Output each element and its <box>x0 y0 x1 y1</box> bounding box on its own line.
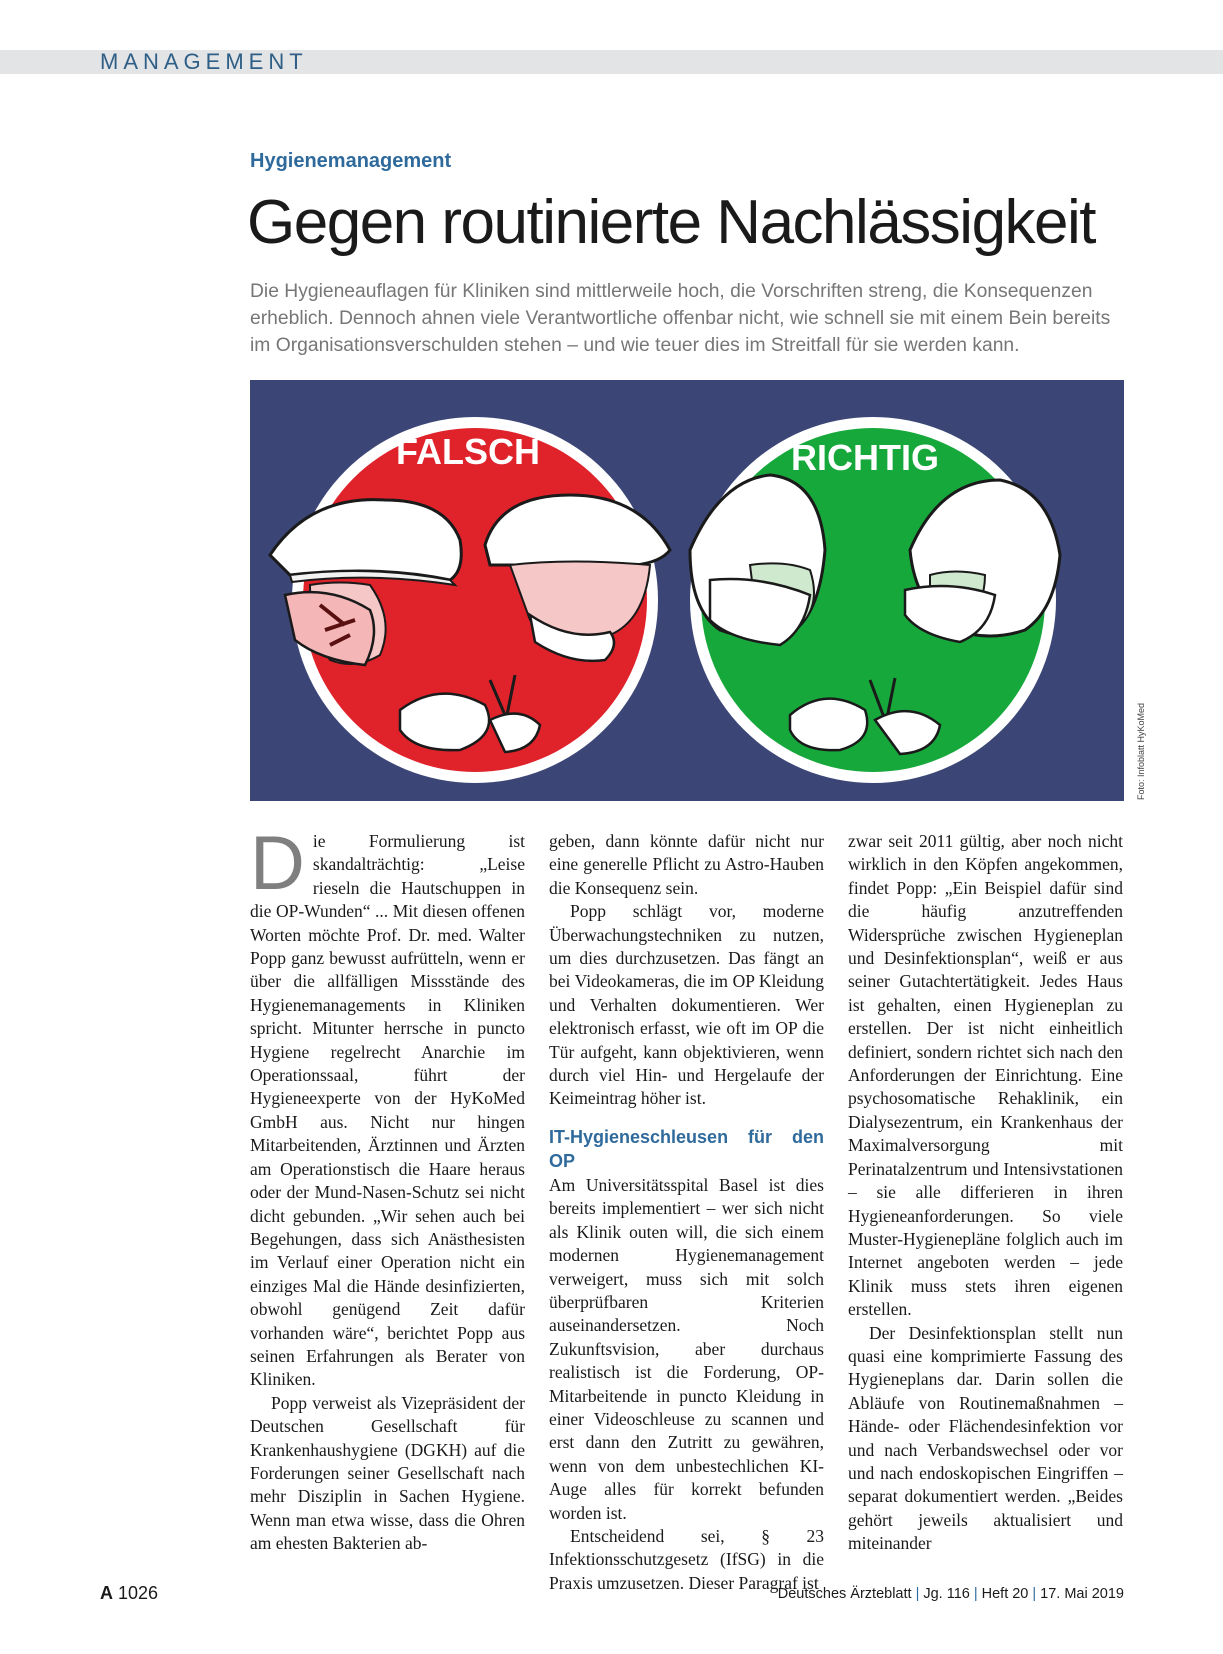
journal-volume: Jg. 116 <box>923 1586 970 1602</box>
journal-issue: Heft 20 <box>981 1586 1029 1602</box>
paragraph: Der Desinfektionsplan stellt nun quasi eine komprimierte Fassung des Hygieneplans dar. Darin sollen die Abläufe von Routinemaßnahmen – Hände- oder Flächendesinfektion vor und nach Verbandswechsel oder vor und nach endoskopischen Eingriffen – separat dokumentiert werden. „Beides gehört jeweils aktualisiert und miteinander <box>848 1322 1123 1554</box>
article-headline: Gegen routinierte Nachlässigkeit <box>247 188 1096 257</box>
body-column-3 <box>848 830 1123 1556</box>
photo-credit: Foto: Infoblatt HyKoMed <box>1136 702 1146 800</box>
paragraph: zwar seit 2011 gültig, aber noch nicht wirklich in den Köpfen angekommen, findet Popp: „Ein Beispiel dafür sind die häufig anzutreffenden Widersprüche zwischen Hygieneplan und Desinfektionsplan“, weiß er aus seiner Gutachtertätigkeit. Jedes Haus ist gehalten, einen Hygieneplan zu erstellen. Der ist nicht einheitlich definiert, sondern richtet sich nach den Anforderungen der Einrichtung. Eine psychosomatische Rehaklinik, ein Dialysezentrum, ein Krankenhaus der Maximalversorgung mit Perinatalzentrum und Intensivstationen – sie alle differieren in ihren Hygieneanforderungen. So viele Muster-Hygienepläne folglich auch im Internet angeboten werden – jede Klinik muss stets ihren eigenen erstellen. <box>848 831 1123 1320</box>
paragraph: Am Universitätsspital Basel ist dies bereits implementiert – wer sich nicht als Klinik outen will, die sich einem modernen Hygienemanagement verweigert, muss sich mit solch überprüfbaren Kriterien auseinandersetzen. Noch Zukunftsvision, aber durchaus realistisch ist die Forderung, OP-Mitarbeitende in puncto Kleidung in einer Videoschleuse zu scannen und erst dann den Zutritt zu gewähren, wenn von dem unbestechlichen KI-Auge alles für korrekt befunden worden ist. <box>549 1174 824 1523</box>
subheading: IT-Hygieneschleusen für den OP <box>549 1126 824 1171</box>
body-column-1 <box>250 821 525 1556</box>
article-lead: Die Hygieneauflagen für Kliniken sind mittlerweile hoch, die Vorschriften streng, die Konsequenzen erheblich. Dennoch ahnen viele Verantwortliche offenbar nicht, wie schnell sie mit einem Bein bereits im Organisationsverschulden stehen – und wie teuer dies im Streitfall für sie werden kann. <box>250 281 1111 356</box>
section-label: MANAGEMENT <box>100 49 308 74</box>
paragraph: Entscheidend sei, § 23 Infektionsschutzgesetz (IfSG) in die Praxis umzusetzen. Dieser Paragraf ist <box>549 1525 824 1593</box>
paragraph: ie Formulierung ist skandalträchtig: „Leise rieseln die Hautschuppen in die OP-Wunden“ ... Mit diesen offenen Worten möchte Prof. Dr. med. Walter Popp ganz bewusst aufrütteln, wenn er über die allfälligen Missstände des Hygienemanagements in Kliniken spricht. Mitunter herrsche in puncto Hygiene regelrecht Anarchie im Operationssaal, führt der Hygieneexperte von der HyKoMed GmbH aus. Nicht nur hingen Mitarbeitenden, Ärztinnen und Ärzten am Operationstisch die Haare heraus oder der Mund-Nasen-Schutz sei nicht dicht gebunden. „Wir sehen auch bei Begehungen, dass sich Anästhesisten im Verlauf einer Operation nicht ein einziges Mal die Hände desinfizierten, obwohl genügend Zeit dafür vorhanden wäre“, berichtet Popp aus seinen Erfahrungen als Berater von Kliniken. <box>250 831 525 1390</box>
journal-date: 17. Mai 2019 <box>1040 1586 1124 1602</box>
journal-footer: Deutsches Ärzteblatt | Jg. 116 | Heft 20 | 17. Mai 2019 <box>777 1586 1124 1602</box>
body-column-2 <box>549 830 824 1595</box>
paragraph: geben, dann könnte dafür nicht nur eine generelle Pflicht zu Astro-Hauben die Konsequenz sein. <box>549 831 824 898</box>
paragraph: Popp verweist als Vizepräsident der Deutschen Gesellschaft für Krankenhaushygiene (DGKH) auf die Forderungen seiner Gesellschaft nach mehr Disziplin in Sachen Hygiene. Wenn man etwa wisse, dass die Ohren am ehesten Bakterien ab- <box>250 1392 525 1554</box>
wrong-label: FALSCH <box>396 431 540 472</box>
right-label: RICHTIG <box>791 437 939 478</box>
drop-cap: D <box>250 821 305 906</box>
article-kicker: Hygienemanagement <box>250 150 452 172</box>
journal-name: Deutsches Ärzteblatt <box>777 1586 912 1602</box>
hygiene-illustration <box>250 380 1124 801</box>
paragraph: Popp schlägt vor, moderne Überwachungstechniken zu nutzen, um dies durchzusetzen. Das fängt an bei Videokameras, die im OP Kleidung und Verhalten dokumentieren. Wer elektronisch erfasst, wie oft im OP die Tür aufgeht, kann objektivieren, wenn durch viel Hin- und Hergelaufe der Keimeintrag höher ist. <box>549 901 824 1109</box>
page-number: A 1026 <box>100 1583 159 1603</box>
